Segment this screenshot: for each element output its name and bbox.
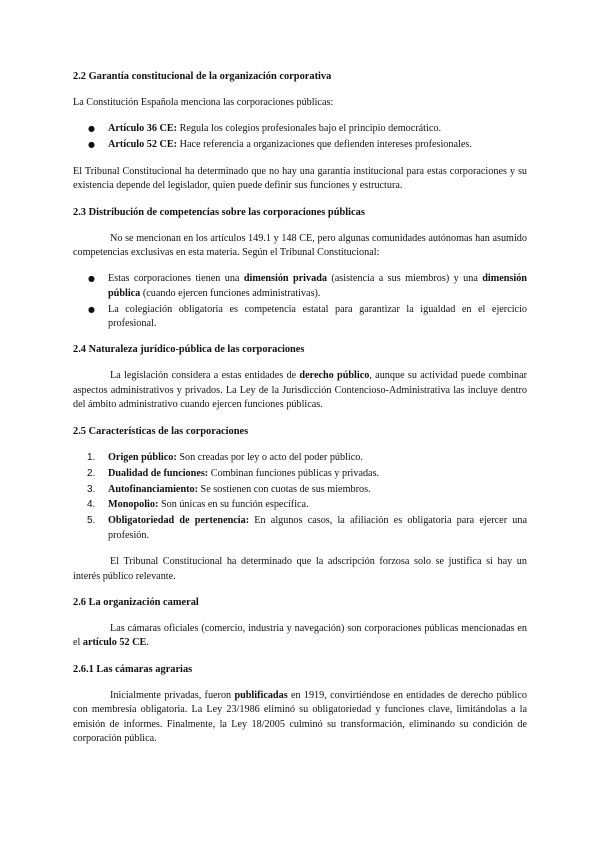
section-heading-2-6-1: 2.6.1 Las cámaras agrarias xyxy=(73,663,193,675)
list-item: ● Artículo 52 CE: Hace referencia a organizaciones que defienden intereses profesionales. xyxy=(73,138,527,152)
bullet-icon: ● xyxy=(88,274,95,284)
paragraph: El Tribunal Constitucional ha determinado que no hay una garantía institucional para estas corporaciones y su existencia depende del legislador, quien puede definir sus funciones y estructura. xyxy=(73,165,527,192)
paragraph: No se mencionan en los artículos 149.1 y 148 CE, pero algunas comunidades autónomas han asumido competencias exclusivas en esta materia. Según el Tribunal Constitucional: xyxy=(73,232,527,258)
paragraph: Inicialmente privadas, fueron publificadas en 1919, convirtiéndose en entidades de derecho público con membresía obligatoria. La Ley 23/1986 eliminó su obligatoriedad y funciones clave, limitándolas a la emisión de informes. Finalmente, la Ley 18/2005 culminó su transformación, eliminando su condición de corporación pública. xyxy=(73,689,528,744)
list-number: 1. xyxy=(87,451,96,463)
list-item: 2. Dualidad de funciones: Combinan funciones públicas y privadas. xyxy=(73,467,527,481)
section-heading-2-3: 2.3 Distribución de competencias sobre las corporaciones públicas xyxy=(73,206,365,218)
bullet-list xyxy=(73,122,527,152)
paragraph: El Tribunal Constitucional ha determinado que la adscripción forzosa solo se justifica si hay un interés público relevante. xyxy=(73,556,527,582)
list-item: ● Artículo 36 CE: Regula los colegios profesionales bajo el principio democrático. xyxy=(73,122,527,136)
section-heading-2-2: 2.2 Garantía constitucional de la organización corporativa xyxy=(73,71,332,82)
list-item: 4. Monopolio: Son únicas en su función específica. xyxy=(73,498,527,512)
bullet-icon: ● xyxy=(88,124,95,134)
paragraph: La Constitución Española menciona las corporaciones públicas: xyxy=(73,97,334,108)
paragraph: La legislación considera a estas entidades de derecho público, aunque su actividad puede combinar aspectos administrativos y privados. La Ley de la Jurisdicción Contencioso-Administrativa las incluye dentro del ámbito administrativo cuando ejercen funciones públicas. xyxy=(73,370,527,411)
section-heading-2-4: 2.4 Naturaleza jurídico-pública de las corporaciones xyxy=(73,344,305,356)
paragraph: Las cámaras oficiales (comercio, industria y navegación) son corporaciones públicas mencionadas en el artículo 52 CE. xyxy=(73,622,527,649)
list-item: 3. Autofinanciamiento: Se sostienen con cuotas de sus miembros. xyxy=(73,483,527,497)
bullet-icon: ● xyxy=(88,140,95,150)
bullet-list xyxy=(73,272,527,331)
list-item: 5. Obligatoriedad de pertenencia: En algunos casos, la afiliación es obligatoria para ejercer una profesión. xyxy=(87,515,527,541)
bullet-icon: ● xyxy=(88,304,95,314)
list-item: ● La colegiación obligatoria es competencia estatal para garantizar la igualdad en el ejercicio profesional. xyxy=(88,303,527,330)
section-heading-2-5: 2.5 Características de las corporaciones xyxy=(73,425,249,437)
list-item: 1. Origen público: Son creadas por ley o acto del poder público. xyxy=(73,451,527,465)
numbered-list xyxy=(73,451,527,543)
list-item: ● Estas corporaciones tienen una dimensión privada (asistencia a sus miembros) y una dimensión pública (cuando ejercen funciones administrativas). xyxy=(88,273,527,299)
section-heading-2-6: 2.6 La organización cameral xyxy=(73,596,199,608)
list-number: 2. xyxy=(87,467,96,479)
list-number: 4. xyxy=(87,499,96,511)
list-number: 3. xyxy=(87,483,96,495)
list-number: 5. xyxy=(87,515,96,527)
